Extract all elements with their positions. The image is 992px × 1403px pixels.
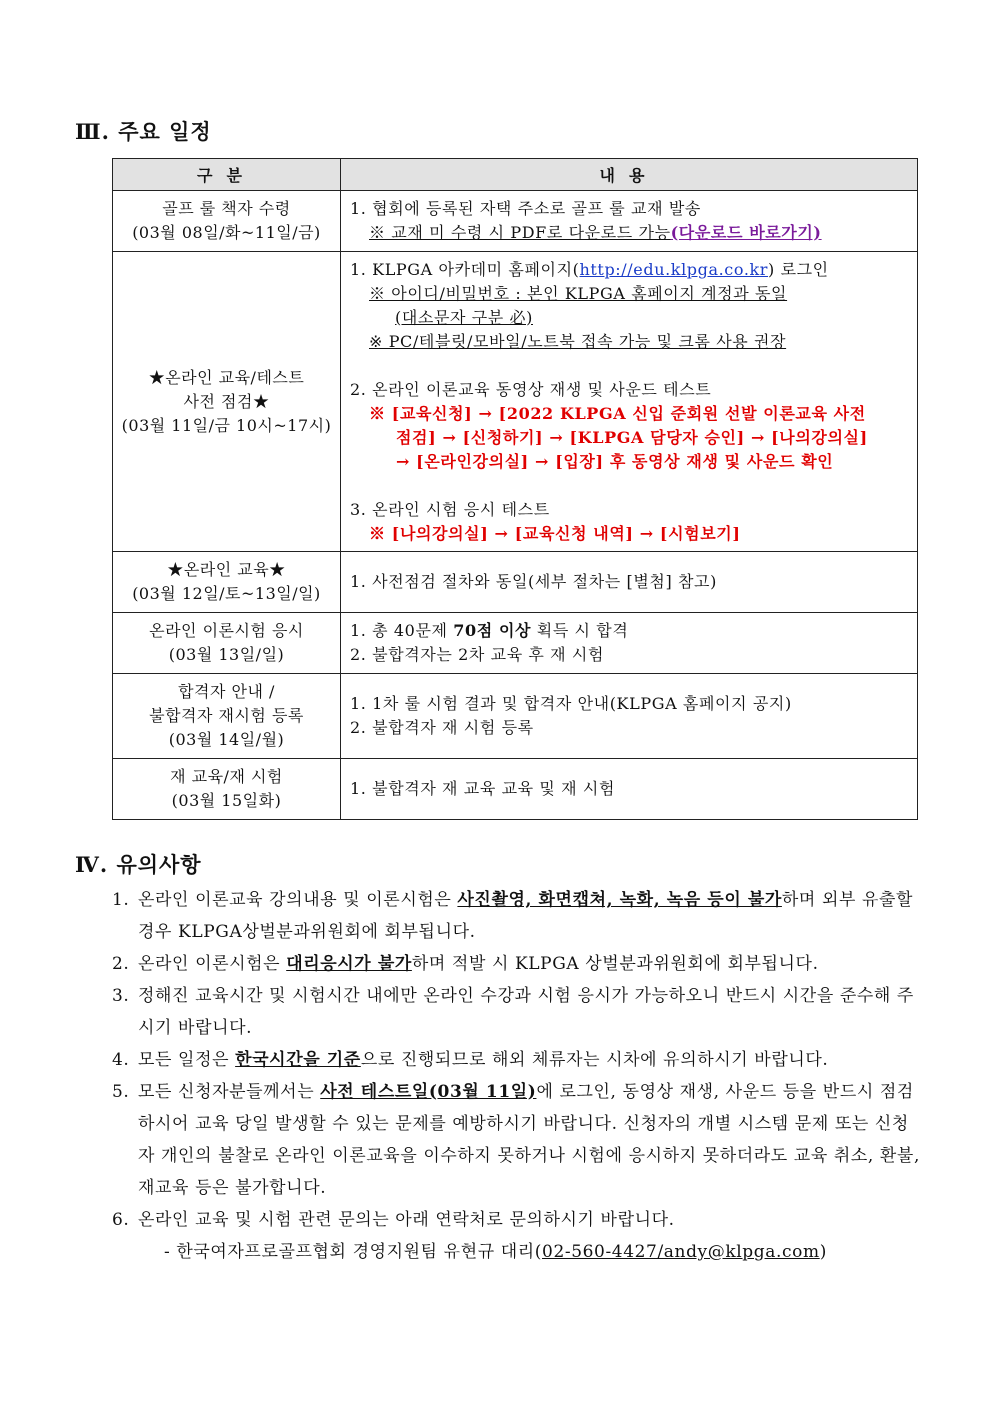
list-item: 4. 모든 일정은 한국시간을 기준으로 진행되므로 해외 체류자는 시차에 유의하시기 바랍니다. bbox=[112, 1050, 829, 1070]
list-item: 6. 온라인 교육 및 시험 관련 문의는 아래 연락처로 문의하시기 바랍니다. - 한국여자프로골프협회 경영지원팀 유현규 대리(02-560-4427/andy@klpga.com) bbox=[112, 1204, 922, 1268]
academy-url-link[interactable]: http://edu.klpga.co.kr bbox=[579, 259, 769, 279]
table-row bbox=[113, 759, 918, 820]
row-content: 1. 협회에 등록된 자택 주소로 골프 룰 교재 발송 ※ 교재 미 수령 시 PDF로 다운로드 가능(다운로드 바로가기) bbox=[341, 191, 918, 252]
list-item: 1. 온라인 이론교육 강의내용 및 이론시험은 사진촬영, 화면캡쳐, 녹화, 녹음 등이 불가하며 외부 유출할 경우 KLPGA상벌분과위원회에 회부됩니다. bbox=[112, 890, 914, 942]
row-content: 1. KLPGA 아카데미 홈페이지(http://edu.klpga.co.kr) 로그인 ※ 아이디/비밀번호 : 본인 KLPGA 홈페이지 계정과 동일 (대소문자 구분 必) ※ PC/테블릿/모바일/노트북 접속 가능 및 크롬 사용 권장 2. 온라인 이론교육 동영상 재생 및 사운드 테스트 ※ [교육신청] → [2022 KLPGA 신입 준회원 선발 이론교육 사전 점검] → [신청하기] → [KLPGA 담당자 승인] → [나의강의실] → [온라인강의실] → [입장] 후 동영상 재생 및 사운드 확인 3. 온라인 시험 응시 테스트 ※ [나의강의실] → [교육신청 내역] → [시험보기] bbox=[341, 252, 918, 552]
row-content: 1. 불합격자 재 교육 교육 및 재 시험 bbox=[341, 759, 918, 820]
section-title-notices: Ⅳ. 유의사항 bbox=[75, 852, 202, 877]
row-category: 합격자 안내 / 불합격자 재시험 등록 (03월 14일/월) bbox=[113, 674, 341, 759]
header-content: 내용 bbox=[341, 159, 918, 191]
row-category: ★온라인 교육/테스트 사전 점검★ (03월 11일/금 10시~17시) bbox=[113, 252, 341, 552]
list-item: 5. 모든 신청자분들께서는 사전 테스트일(03월 11일)에 로그인, 동영상 재생, 사운드 등을 반드시 점검하시어 교육 당일 발생할 수 있는 문제를 예방하시기 바랍니다. 신청자의 개별 시스템 문제 또는 신청자 개인의 불찰로 온라인 이론교육을 이수하지 못하거나 시험에 응시하지 못하더라도 교육 취소, 환불, 재교육 등은 불가합니다. bbox=[112, 1082, 920, 1198]
header-category: 구분 bbox=[113, 159, 341, 191]
list-item: 3. 정해진 교육시간 및 시험시간 내에만 온라인 수강과 시험 응시가 가능하오니 반드시 시간을 준수해 주시기 바랍니다. bbox=[112, 986, 914, 1038]
table-row bbox=[113, 552, 918, 613]
section-title-schedule: Ⅲ. 주요 일정 bbox=[75, 119, 212, 144]
contact-line: - 한국여자프로골프협회 경영지원팀 유현규 대리(02-560-4427/andy@klpga.com) bbox=[164, 1242, 827, 1262]
row-category: ★온라인 교육★ (03월 12일/토~13일/일) bbox=[113, 552, 341, 613]
row-content: 1. 사전점검 절차와 동일(세부 절차는 [별첨] 참고) bbox=[341, 552, 918, 613]
download-link[interactable]: (다운로드 바로가기) bbox=[670, 223, 822, 242]
table-row bbox=[113, 252, 918, 552]
table-header-row bbox=[113, 159, 918, 191]
row-category: 온라인 이론시험 응시 (03월 13일/일) bbox=[113, 613, 341, 674]
notice-list bbox=[112, 884, 922, 1268]
row-category: 골프 룰 책자 수령 (03월 08일/화~11일/금) bbox=[113, 191, 341, 252]
list-item: 2. 온라인 이론시험은 대리응시가 불가하며 적발 시 KLPGA 상벌분과위원회에 회부됩니다. bbox=[112, 954, 819, 974]
row-content: 1. 1차 룰 시험 결과 및 합격자 안내(KLPGA 홈페이지 공지) 2. 불합격자 재 시험 등록 bbox=[341, 674, 918, 759]
row-category: 재 교육/재 시험 (03월 15일화) bbox=[113, 759, 341, 820]
row-content: 1. 총 40문제 70점 이상 획득 시 합격 2. 불합격자는 2차 교육 후 재 시험 bbox=[341, 613, 918, 674]
contact-info[interactable]: 02-560-4427/andy@klpga.com bbox=[542, 1242, 820, 1262]
table-row bbox=[113, 674, 918, 759]
table-row bbox=[113, 613, 918, 674]
schedule-table bbox=[112, 158, 918, 820]
table-row bbox=[113, 191, 918, 252]
